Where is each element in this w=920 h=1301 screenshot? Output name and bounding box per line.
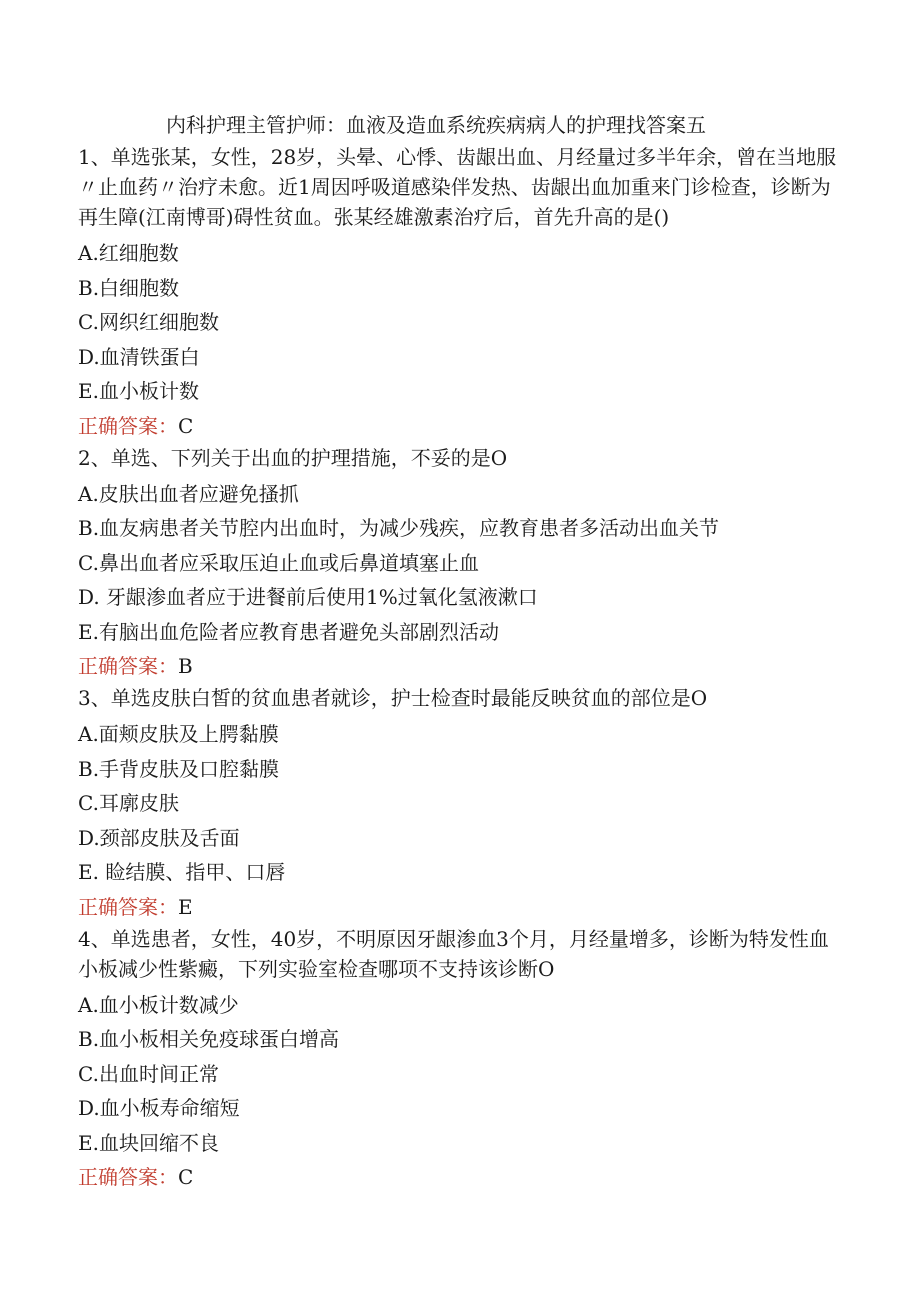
option-b: B.白细胞数 <box>78 275 180 300</box>
option-d: D. 牙龈渗血者应于进餐前后使用1%过氧化氢液漱口 <box>78 585 538 609</box>
question-1 <box>78 142 848 443</box>
answer-label: 正确答案： <box>78 413 178 438</box>
option-d: D.颈部皮肤及舌面 <box>78 825 240 850</box>
option-list <box>78 477 848 650</box>
document-page <box>78 108 848 1194</box>
question-stem: 4、单选患者，女性，40岁，不明原因牙龈渗血3个月，月经量增多，诊断为特发性血小板减少性紫癜，下列实验室检查哪项不支持该诊断O <box>78 926 829 981</box>
answer-label: 正确答案： <box>78 894 178 919</box>
option-c: C.耳廓皮肤 <box>78 791 179 815</box>
option-list <box>78 717 848 890</box>
question-3 <box>78 683 848 924</box>
answer-value: C <box>178 413 194 438</box>
option-c: C.出血时间正常 <box>78 1061 219 1086</box>
option-b: B.血小板相关免疫球蛋白增高 <box>78 1027 340 1051</box>
option-e: E.有脑出血危险者应教育患者避免头部剧烈活动 <box>78 619 499 644</box>
answer-label: 正确答案： <box>78 654 178 678</box>
option-a: A.皮肤出血者应避免搔抓 <box>78 481 299 506</box>
question-stem: 3、单选皮肤白皙的贫血患者就诊，护士检查时最能反映贫血的部位是O <box>78 686 708 710</box>
option-d: D.血清铁蛋白 <box>78 344 200 369</box>
question-2 <box>78 443 848 684</box>
answer-value: E <box>178 894 193 919</box>
correct-answer <box>78 649 848 683</box>
correct-answer <box>78 409 848 443</box>
option-e: E.血小板计数 <box>78 379 199 403</box>
question-stem: 1、单选张某，女性，28岁，头晕、心悸、齿龈出血、月经量过多半年余，曾在当地服〃止血药〃治疗未愈。近1周因呼吸道感染伴发热、齿龈出血加重来门诊检查，诊断为再生障(江南博哥)碍性贫血。张某经雄激素治疗后，首先升高的是() <box>78 145 837 229</box>
correct-answer <box>78 890 848 924</box>
answer-value: C <box>178 1165 194 1189</box>
option-b: B.血友病患者关节腔内出血时，为减少残疾，应教育患者多活动出血关节 <box>78 516 720 540</box>
option-a: A.红细胞数 <box>78 241 179 265</box>
correct-answer <box>78 1160 848 1194</box>
option-b: B.手背皮肤及口腔黏膜 <box>78 756 280 781</box>
question-stem: 2、单选、下列关于出血的护理措施，不妥的是O <box>78 445 508 470</box>
option-c: C.鼻出血者应采取压迫止血或后鼻道填塞止血 <box>78 550 479 575</box>
option-c: C.网织红细胞数 <box>78 310 219 334</box>
document-title: 内科护理主管护师：血液及造血系统疾病病人的护理找答案五 <box>166 113 706 137</box>
answer-value: B <box>178 654 193 678</box>
option-list <box>78 988 848 1161</box>
option-e: E. 睑结膜、指甲、口唇 <box>78 860 286 884</box>
question-4 <box>78 924 848 1195</box>
option-d: D.血小板寿命缩短 <box>78 1096 240 1120</box>
option-a: A.面颊皮肤及上腭黏膜 <box>78 722 279 746</box>
option-a: A.血小板计数减少 <box>78 992 239 1017</box>
option-e: E.血块回缩不良 <box>78 1130 219 1155</box>
option-list <box>78 236 848 409</box>
answer-label: 正确答案： <box>78 1165 178 1189</box>
